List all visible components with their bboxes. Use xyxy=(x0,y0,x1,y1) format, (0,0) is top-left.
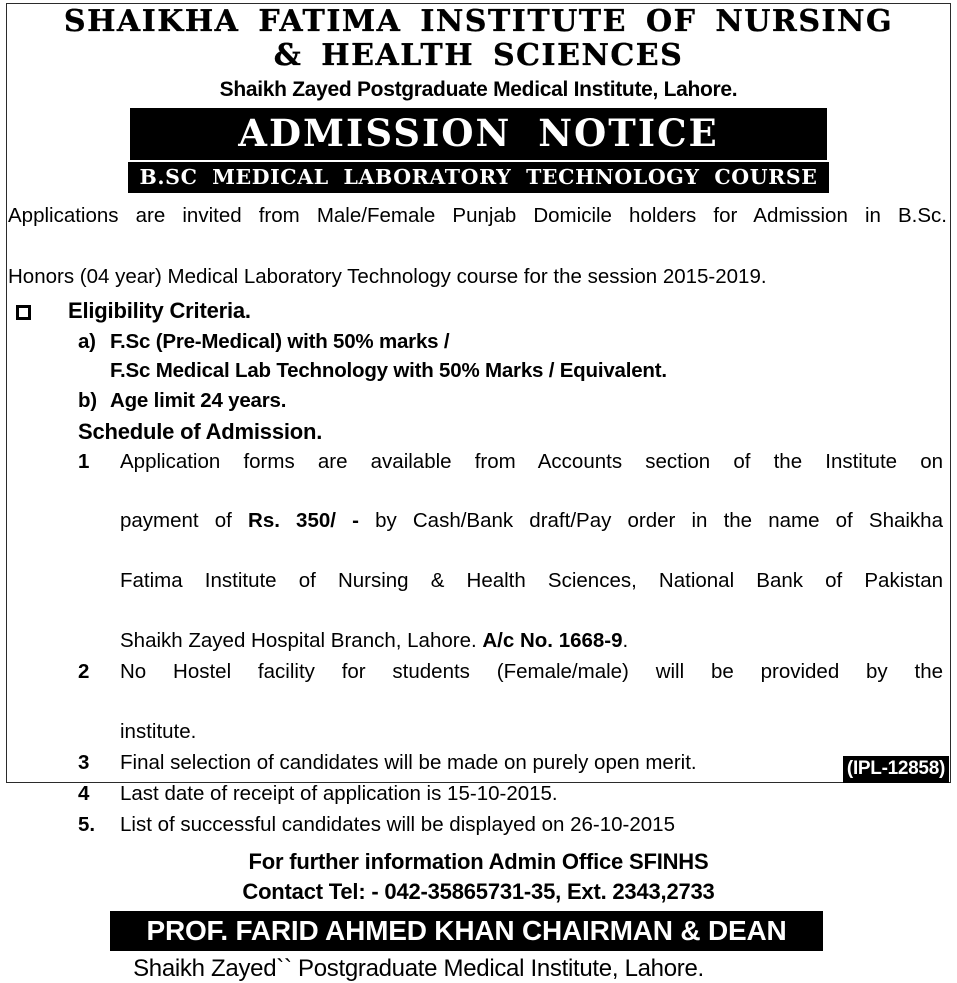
schedule-line xyxy=(120,506,943,566)
list-item xyxy=(0,447,957,656)
hollow-square-bullet-icon xyxy=(16,305,31,320)
contact-telephone-line: Contact Tel: - 042-35865731-35, Ext. 2343,2733 xyxy=(242,878,715,904)
admission-notice-banner: ADMISSION NOTICE xyxy=(130,108,827,160)
schedule-line-part: . xyxy=(622,629,629,653)
eligibility-text xyxy=(110,386,957,415)
eligibility-text xyxy=(110,327,957,385)
list-item xyxy=(0,748,957,778)
institute-title xyxy=(0,0,957,72)
schedule-item-body xyxy=(120,810,943,840)
schedule-item-number: 3 xyxy=(78,750,90,774)
schedule-item-number: 5. xyxy=(78,812,96,836)
eligibility-text-main: F.Sc (Pre-Medical) with 50% marks / xyxy=(110,330,450,354)
eligibility-marker: a) xyxy=(78,330,96,354)
course-banner: B.SC MEDICAL LABORATORY TECHNOLOGY COURSE xyxy=(128,162,829,193)
schedule-item-body xyxy=(120,657,943,747)
contact-block xyxy=(0,847,957,905)
list-item xyxy=(0,327,957,385)
schedule-line-part: payment of xyxy=(120,509,249,533)
schedule-line: Final selection of candidates will be made on purely open merit. xyxy=(120,750,697,774)
list-item xyxy=(0,779,957,809)
eligibility-marker: b) xyxy=(78,389,97,413)
eligibility-text-continuation: F.Sc Medical Lab Technology with 50% Marks / Equivalent. xyxy=(110,359,667,383)
schedule-line-part: Shaikh Zayed Hospital Branch, Lahore. xyxy=(120,629,483,653)
signatory-banner: PROF. FARID AHMED KHAN CHAIRMAN & DEAN xyxy=(110,911,823,952)
schedule-item-body xyxy=(120,748,943,778)
schedule-item-number: 4 xyxy=(78,781,90,805)
schedule-line: No Hostel facility for students (Female/male) will be provided by the xyxy=(120,659,943,683)
intro-line-1: Applications are invited from Male/Female Punjab Domicile holders for Admission in B.Sc. xyxy=(8,204,947,228)
intro-paragraph xyxy=(8,201,947,292)
eligibility-list xyxy=(0,327,957,415)
institute-title-line-2: & HEALTH SCIENCES xyxy=(273,37,684,73)
schedule-item-body xyxy=(120,447,943,656)
institute-title-line-1: SHAIKHA FATIMA INSTITUTE OF NURSING xyxy=(63,4,894,39)
ipl-code-badge: (IPL-12858) xyxy=(843,756,949,783)
intro-line-2: Honors (04 year) Medical Laboratory Technology course for the session 2015-2019. xyxy=(8,264,767,288)
list-item xyxy=(0,386,957,415)
schedule-item-number: 1 xyxy=(78,449,90,473)
schedule-item-number: 2 xyxy=(78,659,90,683)
footer-institute-line: Shaikh Zayed`` Postgraduate Medical Institute, Lahore. xyxy=(133,955,704,983)
schedule-item-body xyxy=(120,779,943,809)
schedule-line-part: by Cash/Bank draft/Pay order in the name of Shaikha xyxy=(358,509,943,533)
list-item xyxy=(0,657,957,747)
schedule-line: Last date of receipt of application is 15-10-2015. xyxy=(120,781,558,805)
schedule-line xyxy=(120,629,628,652)
account-number: A/c No. 1668-9 xyxy=(482,629,623,653)
fee-amount: Rs. 350/ - xyxy=(248,509,359,533)
further-info-line: For further information Admin Office SFINHS xyxy=(248,849,709,875)
schedule-line: institute. xyxy=(120,719,197,743)
eligibility-heading-row xyxy=(0,298,957,324)
eligibility-text-main: Age limit 24 years. xyxy=(110,389,287,413)
schedule-line: Application forms are available from Accounts section of the Institute on xyxy=(120,449,943,473)
banner-group xyxy=(0,108,957,194)
institute-subtitle: Shaikh Zayed Postgraduate Medical Institute, Lahore. xyxy=(219,77,738,101)
schedule-heading: Schedule of Admission. xyxy=(78,418,323,444)
schedule-list xyxy=(0,447,957,840)
schedule-line: List of successful candidates will be displayed on 26-10-2015 xyxy=(120,812,675,836)
eligibility-heading: Eligibility Criteria. xyxy=(68,298,251,324)
list-item xyxy=(0,810,957,840)
schedule-line: Fatima Institute of Nursing & Health Sciences, National Bank of Pakistan xyxy=(120,569,943,593)
